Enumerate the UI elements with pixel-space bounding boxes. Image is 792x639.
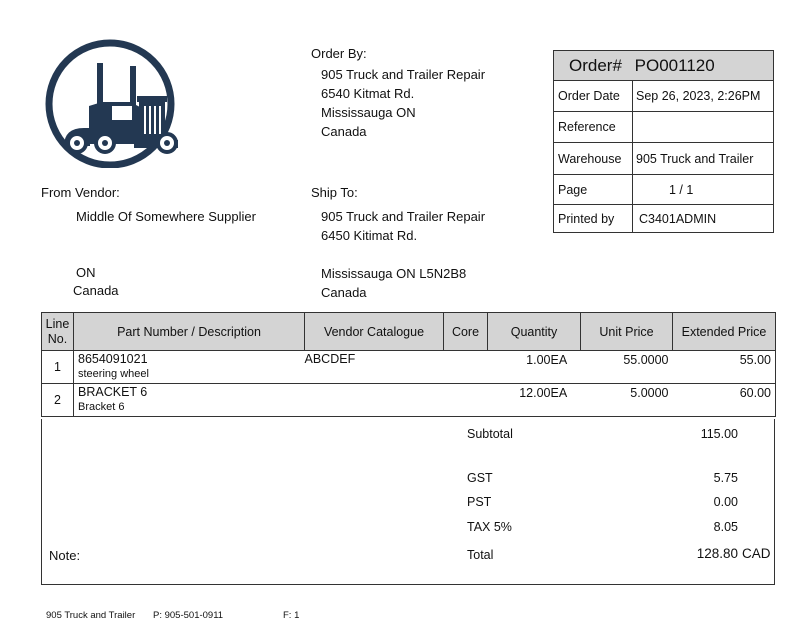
extended-price: 55.00: [673, 351, 776, 384]
total-label: Total: [467, 548, 494, 562]
col-header-line-text: Line: [45, 316, 70, 331]
core: [444, 384, 488, 417]
vendor-catalogue: ABCDEF: [305, 351, 444, 384]
address-line: 905 Truck and Trailer Repair: [321, 67, 486, 82]
part-cell: [74, 351, 305, 384]
info-value: 1 / 1: [669, 182, 694, 197]
col-header-part: Part Number / Description: [74, 313, 305, 351]
footer-fax: F: 1: [283, 610, 300, 621]
info-value: C3401ADMIN: [639, 212, 717, 226]
table-header-row: [42, 313, 776, 351]
quantity-unit: EA: [550, 353, 568, 367]
order-by-label: Order By:: [311, 46, 367, 61]
col-header-extended-price: Extended Price: [673, 313, 776, 351]
unit-price: 5.0000: [581, 384, 673, 417]
from-vendor-label: From Vendor:: [41, 185, 120, 200]
table-row: [42, 384, 776, 417]
unit-price: 55.0000: [581, 351, 673, 384]
quantity-unit: EA: [550, 386, 568, 400]
col-header-line: [42, 313, 74, 351]
footer-company: 905 Truck and Trailer: [46, 610, 136, 621]
subtotal-label: Subtotal: [467, 427, 513, 441]
gst-value: 5.75: [713, 471, 738, 485]
col-header-line-text: No.: [47, 331, 68, 346]
vendor-region: ON: [76, 265, 96, 280]
pst-value: 0.00: [713, 495, 738, 509]
info-row-reference: [554, 112, 773, 143]
line-number: 2: [42, 384, 74, 417]
col-header-vendor-catalogue: Vendor Catalogue: [305, 313, 444, 351]
footer-phone: P: 905-501-0911: [153, 610, 224, 621]
table-row: [42, 351, 776, 384]
info-value: [633, 112, 773, 142]
part-description: steering wheel: [78, 368, 149, 380]
company-logo: [42, 36, 187, 168]
vendor-country: Canada: [73, 283, 119, 298]
info-key: Reference: [554, 112, 633, 142]
subtotal-value: 115.00: [700, 427, 738, 441]
total-value: 128.80: [696, 546, 738, 561]
order-number-header: [554, 51, 773, 81]
address-line: Mississauga ON: [321, 105, 416, 120]
address-line: Canada: [321, 124, 367, 139]
address-line: Canada: [321, 285, 367, 300]
part-cell: [74, 384, 305, 417]
core: [444, 351, 488, 384]
info-key: Warehouse: [554, 143, 633, 174]
col-header-core: Core: [444, 313, 488, 351]
ship-to-address: [321, 207, 485, 302]
vendor-catalogue: [305, 384, 444, 417]
order-number-label: Order#: [569, 56, 622, 75]
part-number: BRACKET 6: [78, 385, 148, 399]
quantity: [488, 384, 581, 417]
col-header-quantity: Quantity: [488, 313, 581, 351]
info-key: Page: [554, 175, 633, 204]
part-number: 8654091021: [78, 352, 148, 366]
total-currency: CAD: [742, 546, 771, 561]
info-row-page: [554, 175, 773, 205]
order-number: PO001120: [634, 56, 715, 75]
line-items-table: [41, 312, 776, 417]
address-line: Mississauga ON L5N2B8: [321, 266, 467, 281]
address-line: 6450 Kitimat Rd.: [321, 228, 418, 243]
ship-to-label: Ship To:: [311, 185, 358, 200]
info-row-warehouse: [554, 143, 773, 175]
tax-value: 8.05: [713, 520, 738, 534]
semi-truck-icon: [42, 36, 187, 168]
col-header-unit-price: Unit Price: [581, 313, 673, 351]
tax-label: TAX 5%: [467, 520, 512, 534]
info-row-printed-by: [554, 205, 773, 233]
quantity-value: 12.00: [519, 386, 551, 400]
line-number: 1: [42, 351, 74, 384]
order-by-address: [321, 65, 485, 141]
gst-label: GST: [467, 471, 493, 485]
note-label: Note:: [49, 548, 81, 563]
quantity: [488, 351, 581, 384]
info-key: Order Date: [554, 81, 633, 111]
part-description: Bracket 6: [78, 401, 125, 413]
address-line: 905 Truck and Trailer Repair: [321, 209, 486, 224]
info-key: Printed by: [554, 205, 633, 233]
pst-label: PST: [467, 495, 492, 509]
order-info-box: [553, 50, 774, 233]
address-line: 6540 Kitmat Rd.: [321, 86, 415, 101]
address-line: [321, 245, 485, 264]
extended-price: 60.00: [673, 384, 776, 417]
info-row-order-date: [554, 81, 773, 112]
quantity-value: 1.00: [526, 353, 551, 367]
info-value: Sep 26, 2023, 2:26PM: [636, 89, 761, 103]
vendor-name: Middle Of Somewhere Supplier: [76, 209, 256, 224]
info-value: 905 Truck and Trailer: [636, 151, 754, 166]
